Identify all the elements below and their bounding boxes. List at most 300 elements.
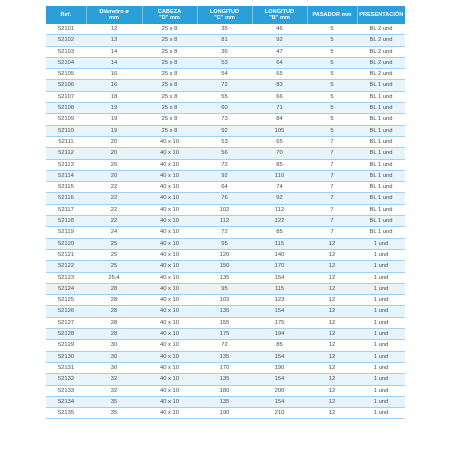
table-row <box>46 46 405 57</box>
presentation-cell: 1 und <box>357 408 405 419</box>
head-cell: 25 x 8 <box>142 46 197 57</box>
ref-cell: 52113 <box>46 159 86 170</box>
pin-cell: 7 <box>307 159 357 170</box>
length-b-cell: 154 <box>252 272 307 283</box>
ref-cell: 52126 <box>46 306 86 317</box>
length-b-cell: 47 <box>252 46 307 57</box>
head-cell: 40 x 10 <box>142 227 197 238</box>
length-c-cell: 135 <box>197 351 252 362</box>
pin-cell: 7 <box>307 148 357 159</box>
pin-cell: 12 <box>307 272 357 283</box>
pin-cell: 7 <box>307 216 357 227</box>
length-b-cell: 154 <box>252 306 307 317</box>
table-row <box>46 216 405 227</box>
length-b-cell: 92 <box>252 35 307 46</box>
table-row <box>46 340 405 351</box>
ref-cell: 52125 <box>46 295 86 306</box>
length-c-cell: 76 <box>197 193 252 204</box>
table-row <box>46 193 405 204</box>
diameter-cell: 22 <box>86 193 142 204</box>
length-c-cell: 102 <box>197 204 252 215</box>
ref-cell: 52101 <box>46 24 86 35</box>
diameter-cell: 25 <box>86 261 142 272</box>
length-c-cell: 150 <box>197 261 252 272</box>
length-c-cell: 73 <box>197 114 252 125</box>
header-head <box>142 6 197 24</box>
pin-cell: 7 <box>307 136 357 147</box>
table-row <box>46 125 405 136</box>
diameter-cell: 20 <box>86 170 142 181</box>
header-presentation <box>357 6 405 24</box>
length-c-cell: 64 <box>197 182 252 193</box>
header-diameter <box>86 6 142 24</box>
presentation-cell: BL 2 und <box>357 57 405 68</box>
diameter-cell: 28 <box>86 317 142 328</box>
presentation-cell: 1 und <box>357 374 405 385</box>
head-cell: 40 x 10 <box>142 272 197 283</box>
pin-cell: 7 <box>307 170 357 181</box>
table-row <box>46 114 405 125</box>
head-cell: 25 x 8 <box>142 80 197 91</box>
pin-cell: 12 <box>307 329 357 340</box>
length-b-cell: 66 <box>252 91 307 102</box>
head-cell: 40 x 10 <box>142 148 197 159</box>
head-cell: 40 x 10 <box>142 317 197 328</box>
length-c-cell: 54 <box>197 69 252 80</box>
presentation-cell: 1 und <box>357 249 405 260</box>
ref-cell: 52112 <box>46 148 86 159</box>
ref-cell: 52127 <box>46 317 86 328</box>
diameter-cell: 22 <box>86 204 142 215</box>
header-pin-label: PASADOR mm <box>312 11 352 18</box>
spec-table <box>46 6 405 419</box>
length-b-cell: 210 <box>252 408 307 419</box>
length-c-cell: 72 <box>197 227 252 238</box>
length-b-cell: 115 <box>252 283 307 294</box>
ref-cell: 52105 <box>46 69 86 80</box>
presentation-cell: 1 und <box>357 272 405 283</box>
head-cell: 40 x 10 <box>142 182 197 193</box>
length-b-cell: 154 <box>252 351 307 362</box>
presentation-cell: BL 1 und <box>357 182 405 193</box>
length-b-cell: 65 <box>252 136 307 147</box>
diameter-cell: 19 <box>86 114 142 125</box>
presentation-cell: 1 und <box>357 306 405 317</box>
length-b-cell: 123 <box>252 295 307 306</box>
length-b-cell: 122 <box>252 216 307 227</box>
ref-cell: 52115 <box>46 182 86 193</box>
table-row <box>46 35 405 46</box>
header-row <box>46 6 405 24</box>
pin-cell: 12 <box>307 408 357 419</box>
pin-cell: 5 <box>307 114 357 125</box>
length-c-cell: 92 <box>197 125 252 136</box>
ref-cell: 52124 <box>46 283 86 294</box>
header-pin <box>307 6 357 24</box>
length-b-cell: 85 <box>252 227 307 238</box>
diameter-cell: 32 <box>86 385 142 396</box>
length-c-cell: 103 <box>197 295 252 306</box>
header-length-b-unit: "B" mm <box>269 15 290 21</box>
length-c-cell: 135 <box>197 374 252 385</box>
length-b-cell: 154 <box>252 396 307 407</box>
pin-cell: 5 <box>307 46 357 57</box>
diameter-cell: 22 <box>86 182 142 193</box>
head-cell: 25 x 8 <box>142 69 197 80</box>
diameter-cell: 35 <box>86 408 142 419</box>
pin-cell: 12 <box>307 362 357 373</box>
length-c-cell: 120 <box>197 249 252 260</box>
table-row <box>46 227 405 238</box>
header-length-c-unit: "C" mm <box>214 15 235 21</box>
length-c-cell: 180 <box>197 385 252 396</box>
diameter-cell: 28 <box>86 283 142 294</box>
length-b-cell: 110 <box>252 170 307 181</box>
diameter-cell: 28 <box>86 306 142 317</box>
diameter-cell: 24 <box>86 227 142 238</box>
presentation-cell: BL 2 und <box>357 24 405 35</box>
length-c-cell: 72 <box>197 80 252 91</box>
header-diameter-label: Diámetro ø <box>99 8 129 15</box>
diameter-cell: 19 <box>86 125 142 136</box>
presentation-cell: 1 und <box>357 340 405 351</box>
ref-cell: 52102 <box>46 35 86 46</box>
length-b-cell: 85 <box>252 340 307 351</box>
diameter-cell: 13 <box>86 35 142 46</box>
length-c-cell: 53 <box>197 136 252 147</box>
presentation-cell: BL 1 und <box>357 103 405 114</box>
pin-cell: 5 <box>307 125 357 136</box>
presentation-cell: BL 1 und <box>357 136 405 147</box>
diameter-cell: 12 <box>86 24 142 35</box>
table-row <box>46 24 405 35</box>
ref-cell: 52128 <box>46 329 86 340</box>
length-b-cell: 46 <box>252 24 307 35</box>
length-c-cell: 92 <box>197 170 252 181</box>
head-cell: 40 x 10 <box>142 396 197 407</box>
presentation-cell: BL 1 und <box>357 80 405 91</box>
presentation-cell: BL 1 und <box>357 193 405 204</box>
header-ref <box>46 6 86 24</box>
diameter-cell: 32 <box>86 374 142 385</box>
header-diameter-unit: mm <box>109 15 119 21</box>
ref-cell: 52107 <box>46 91 86 102</box>
length-b-cell: 85 <box>252 159 307 170</box>
header-length-c-label: LONGITUD <box>209 8 240 15</box>
diameter-cell: 16 <box>86 69 142 80</box>
diameter-cell: 20 <box>86 136 142 147</box>
table-row <box>46 57 405 68</box>
table-row <box>46 204 405 215</box>
table-row <box>46 408 405 419</box>
length-b-cell: 175 <box>252 317 307 328</box>
diameter-cell: 30 <box>86 362 142 373</box>
head-cell: 40 x 10 <box>142 170 197 181</box>
presentation-cell: 1 und <box>357 396 405 407</box>
length-b-cell: 200 <box>252 385 307 396</box>
length-b-cell: 70 <box>252 148 307 159</box>
table-row <box>46 329 405 340</box>
head-cell: 25 x 8 <box>142 24 197 35</box>
head-cell: 25 x 8 <box>142 35 197 46</box>
table-row <box>46 306 405 317</box>
pin-cell: 12 <box>307 261 357 272</box>
length-b-cell: 74 <box>252 182 307 193</box>
ref-cell: 52135 <box>46 408 86 419</box>
head-cell: 40 x 10 <box>142 295 197 306</box>
table-row <box>46 238 405 249</box>
presentation-cell: BL 1 und <box>357 114 405 125</box>
head-cell: 40 x 10 <box>142 204 197 215</box>
length-c-cell: 190 <box>197 408 252 419</box>
table-row <box>46 249 405 260</box>
presentation-cell: BL 1 und <box>357 227 405 238</box>
ref-cell: 52117 <box>46 204 86 215</box>
diameter-cell: 20 <box>86 148 142 159</box>
ref-cell: 52121 <box>46 249 86 260</box>
table-header <box>46 6 405 24</box>
pin-cell: 7 <box>307 227 357 238</box>
head-cell: 40 x 10 <box>142 385 197 396</box>
ref-cell: 52111 <box>46 136 86 147</box>
length-b-cell: 83 <box>252 80 307 91</box>
presentation-cell: 1 und <box>357 362 405 373</box>
head-cell: 25 x 8 <box>142 91 197 102</box>
length-b-cell: 112 <box>252 204 307 215</box>
pin-cell: 5 <box>307 24 357 35</box>
presentation-cell: 1 und <box>357 317 405 328</box>
table-row <box>46 91 405 102</box>
head-cell: 40 x 10 <box>142 249 197 260</box>
length-c-cell: 35 <box>197 24 252 35</box>
diameter-cell: 18 <box>86 91 142 102</box>
ref-cell: 52116 <box>46 193 86 204</box>
diameter-cell: 19 <box>86 103 142 114</box>
pin-cell: 12 <box>307 306 357 317</box>
ref-cell: 52106 <box>46 80 86 91</box>
length-c-cell: 95 <box>197 238 252 249</box>
pin-cell: 12 <box>307 340 357 351</box>
ref-cell: 52131 <box>46 362 86 373</box>
diameter-cell: 25 <box>86 249 142 260</box>
table-row <box>46 283 405 294</box>
presentation-cell: BL 1 und <box>357 216 405 227</box>
length-b-cell: 194 <box>252 329 307 340</box>
pin-cell: 12 <box>307 385 357 396</box>
presentation-cell: BL 2 und <box>357 69 405 80</box>
header-head-unit: "D" mm <box>159 15 180 21</box>
diameter-cell: 30 <box>86 351 142 362</box>
length-c-cell: 95 <box>197 283 252 294</box>
table-row <box>46 396 405 407</box>
presentation-cell: BL 1 und <box>357 148 405 159</box>
length-b-cell: 190 <box>252 362 307 373</box>
pin-cell: 12 <box>307 317 357 328</box>
length-b-cell: 92 <box>252 193 307 204</box>
ref-cell: 52134 <box>46 396 86 407</box>
presentation-cell: 1 und <box>357 351 405 362</box>
length-b-cell: 154 <box>252 374 307 385</box>
ref-cell: 52129 <box>46 340 86 351</box>
head-cell: 40 x 10 <box>142 193 197 204</box>
pin-cell: 12 <box>307 295 357 306</box>
table-row <box>46 317 405 328</box>
ref-cell: 52123 <box>46 272 86 283</box>
head-cell: 40 x 10 <box>142 306 197 317</box>
table-row <box>46 159 405 170</box>
diameter-cell: 25,4 <box>86 272 142 283</box>
pin-cell: 12 <box>307 351 357 362</box>
ref-cell: 52109 <box>46 114 86 125</box>
presentation-cell: BL 2 und <box>357 46 405 57</box>
pin-cell: 12 <box>307 374 357 385</box>
length-c-cell: 170 <box>197 362 252 373</box>
diameter-cell: 28 <box>86 295 142 306</box>
pin-cell: 5 <box>307 35 357 46</box>
ref-cell: 52120 <box>46 238 86 249</box>
presentation-cell: 1 und <box>357 261 405 272</box>
table-row <box>46 170 405 181</box>
head-cell: 25 x 8 <box>142 57 197 68</box>
diameter-cell: 14 <box>86 57 142 68</box>
header-ref-label: Ref. <box>60 11 72 18</box>
ref-cell: 52104 <box>46 57 86 68</box>
ref-cell: 52118 <box>46 216 86 227</box>
header-length-b-label: LONGITUD <box>264 8 295 15</box>
pin-cell: 12 <box>307 238 357 249</box>
table-row <box>46 148 405 159</box>
head-cell: 40 x 10 <box>142 340 197 351</box>
table-row <box>46 182 405 193</box>
presentation-cell: BL 1 und <box>357 204 405 215</box>
presentation-cell: BL 1 und <box>357 159 405 170</box>
ref-cell: 52114 <box>46 170 86 181</box>
head-cell: 40 x 10 <box>142 362 197 373</box>
head-cell: 40 x 10 <box>142 351 197 362</box>
pin-cell: 5 <box>307 91 357 102</box>
length-b-cell: 140 <box>252 249 307 260</box>
pin-cell: 7 <box>307 182 357 193</box>
diameter-cell: 25 <box>86 238 142 249</box>
pin-cell: 12 <box>307 249 357 260</box>
header-length-b <box>252 6 307 24</box>
presentation-cell: 1 und <box>357 385 405 396</box>
presentation-cell: 1 und <box>357 295 405 306</box>
ref-cell: 52110 <box>46 125 86 136</box>
pin-cell: 5 <box>307 103 357 114</box>
head-cell: 40 x 10 <box>142 329 197 340</box>
pin-cell: 7 <box>307 193 357 204</box>
pin-cell: 5 <box>307 57 357 68</box>
diameter-cell: 22 <box>86 216 142 227</box>
length-c-cell: 81 <box>197 35 252 46</box>
length-c-cell: 72 <box>197 340 252 351</box>
pin-cell: 12 <box>307 283 357 294</box>
table-row <box>46 295 405 306</box>
table-row <box>46 261 405 272</box>
length-c-cell: 135 <box>197 306 252 317</box>
length-c-cell: 135 <box>197 272 252 283</box>
product-spec-sheet <box>46 6 405 419</box>
presentation-cell: BL 1 und <box>357 91 405 102</box>
table-row <box>46 69 405 80</box>
length-b-cell: 71 <box>252 103 307 114</box>
length-c-cell: 56 <box>197 148 252 159</box>
presentation-cell: 1 und <box>357 329 405 340</box>
length-c-cell: 53 <box>197 57 252 68</box>
ref-cell: 52108 <box>46 103 86 114</box>
presentation-cell: BL 2 und <box>357 35 405 46</box>
table-row <box>46 362 405 373</box>
head-cell: 40 x 10 <box>142 261 197 272</box>
diameter-cell: 14 <box>86 46 142 57</box>
head-cell: 40 x 10 <box>142 216 197 227</box>
table-row <box>46 272 405 283</box>
head-cell: 40 x 10 <box>142 238 197 249</box>
length-c-cell: 36 <box>197 46 252 57</box>
diameter-cell: 35 <box>86 396 142 407</box>
ref-cell: 52103 <box>46 46 86 57</box>
diameter-cell: 16 <box>86 80 142 91</box>
header-presentation-label: PRESENTACIÓN <box>359 11 404 18</box>
head-cell: 40 x 10 <box>142 136 197 147</box>
table-row <box>46 103 405 114</box>
length-c-cell: 55 <box>197 91 252 102</box>
head-cell: 40 x 10 <box>142 283 197 294</box>
diameter-cell: 30 <box>86 340 142 351</box>
table-body <box>46 24 405 419</box>
pin-cell: 7 <box>307 204 357 215</box>
ref-cell: 52122 <box>46 261 86 272</box>
header-head-label: CABEZA <box>157 8 182 15</box>
table-row <box>46 136 405 147</box>
ref-cell: 52132 <box>46 374 86 385</box>
head-cell: 40 x 10 <box>142 408 197 419</box>
head-cell: 40 x 10 <box>142 374 197 385</box>
table-row <box>46 80 405 91</box>
length-c-cell: 155 <box>197 317 252 328</box>
ref-cell: 52119 <box>46 227 86 238</box>
pin-cell: 12 <box>307 396 357 407</box>
presentation-cell: BL 1 und <box>357 125 405 136</box>
presentation-cell: 1 und <box>357 283 405 294</box>
length-c-cell: 135 <box>197 396 252 407</box>
length-c-cell: 72 <box>197 159 252 170</box>
pin-cell: 5 <box>307 80 357 91</box>
table-row <box>46 351 405 362</box>
header-length-c <box>197 6 252 24</box>
length-c-cell: 112 <box>197 216 252 227</box>
length-b-cell: 115 <box>252 238 307 249</box>
length-b-cell: 65 <box>252 69 307 80</box>
head-cell: 25 x 8 <box>142 103 197 114</box>
length-b-cell: 105 <box>252 125 307 136</box>
ref-cell: 52130 <box>46 351 86 362</box>
diameter-cell: 28 <box>86 329 142 340</box>
length-c-cell: 175 <box>197 329 252 340</box>
table-row <box>46 385 405 396</box>
head-cell: 25 x 8 <box>142 125 197 136</box>
head-cell: 25 x 8 <box>142 114 197 125</box>
length-c-cell: 60 <box>197 103 252 114</box>
diameter-cell: 20 <box>86 159 142 170</box>
length-b-cell: 64 <box>252 57 307 68</box>
pin-cell: 5 <box>307 69 357 80</box>
length-b-cell: 170 <box>252 261 307 272</box>
table-row <box>46 374 405 385</box>
presentation-cell: BL 1 und <box>357 170 405 181</box>
presentation-cell: 1 und <box>357 238 405 249</box>
